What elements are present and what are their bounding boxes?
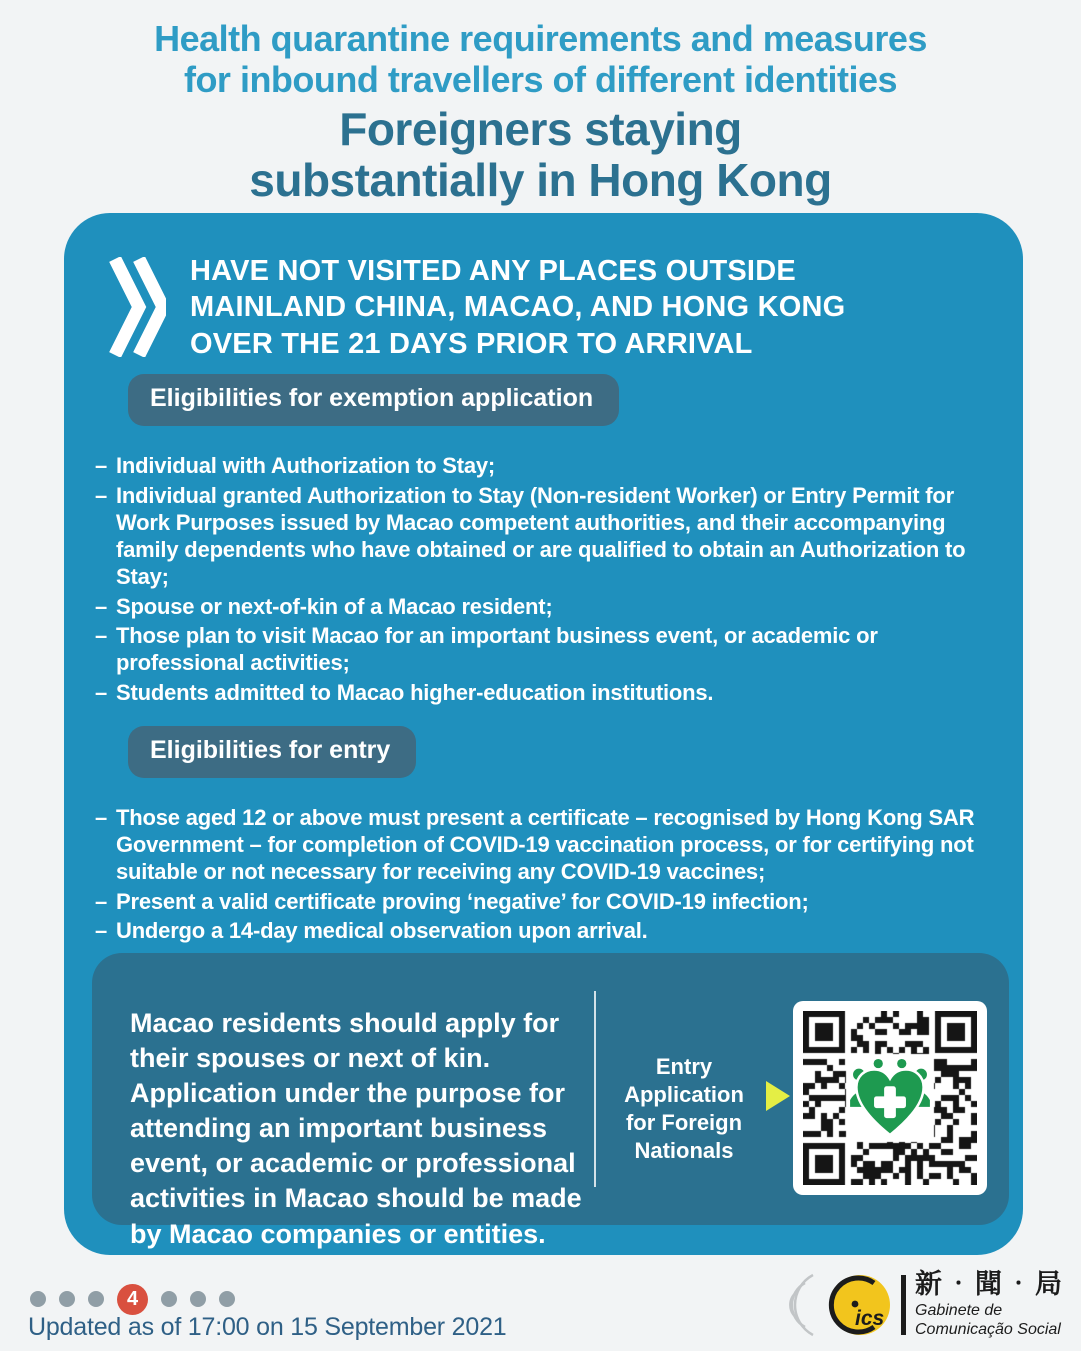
dash-bullet: –	[95, 888, 108, 914]
bullet-text: Present a valid certificate proving ‘negative’ for COVID-19 infection;	[116, 888, 809, 914]
card-heading	[190, 255, 845, 364]
list-item	[95, 679, 1001, 706]
qr-label	[604, 1053, 764, 1166]
bullet-text: Those aged 12 or above must present a certificate – recognised by Hong Kong SAR Government – for completion of COVID-19 vaccination process, or for certifying not suitable or not necessary for receiving any COVID-19 vaccines;	[116, 804, 975, 885]
dash-bullet: –	[95, 482, 108, 508]
page-dot	[59, 1291, 75, 1307]
page-title	[0, 18, 1081, 100]
page-title-line2: for inbound travellers of different identities	[183, 59, 898, 101]
double-chevron-icon	[108, 257, 166, 357]
dash-bullet: –	[95, 679, 108, 705]
pagination-dots	[30, 1283, 235, 1315]
logo-portuguese-name	[915, 1302, 1065, 1339]
list-item	[95, 804, 1001, 886]
logo-pt-line1: Gabinete de	[915, 1302, 1003, 1320]
logo-text	[915, 1271, 1065, 1339]
arrow-right-icon	[766, 1081, 790, 1111]
card-heading-line2: MAINLAND CHINA, MACAO, AND HONG KONG	[190, 291, 846, 324]
page-subtitle	[0, 104, 1081, 205]
page-title-line1: Health quarantine requirements and measures	[154, 18, 927, 59]
card-header	[108, 255, 975, 364]
page-dot	[161, 1291, 177, 1307]
bullet-text: Spouse or next-of-kin of a Macao resident;	[116, 593, 553, 619]
list-item	[95, 622, 1001, 677]
bullet-text: Individual granted Authorization to Stay (Non-resident Worker) or Entry Permit for Work Purposes issued by Macao competent authorities, and their accompanying family dependents who have obtained or are qualified to obtain an Authorization to Stay;	[116, 482, 966, 590]
list-item	[95, 482, 1001, 591]
exemption-bullet-list	[95, 452, 1001, 705]
page-subtitle-line1: Foreigners staying	[339, 103, 742, 155]
page-dot	[30, 1291, 46, 1307]
card-heading-line3: OVER THE 21 DAYS PRIOR TO ARRIVAL	[190, 327, 753, 360]
radio-waves-icon	[783, 1271, 819, 1339]
page-dot	[219, 1291, 235, 1307]
gcs-logo	[783, 1266, 1065, 1344]
qr-label-line1: Entry Application	[624, 1054, 744, 1108]
dash-bullet: –	[95, 623, 108, 648]
page-subtitle-line2: substantially in Hong Kong	[249, 153, 832, 206]
logo-pt-line2: Comunicação Social	[915, 1320, 1061, 1338]
gcs-monogram-text: ics	[855, 1307, 885, 1330]
list-item	[95, 593, 1001, 620]
requirements-card	[64, 213, 1023, 1255]
page-dot	[190, 1291, 206, 1307]
list-item	[95, 888, 1001, 915]
qr-label-line2: for Foreign	[625, 1110, 743, 1136]
current-page-badge: 4	[117, 1284, 148, 1315]
dash-bullet: –	[95, 453, 108, 479]
bullet-text: Those plan to visit Macao for an important business event, or academic or professional activities;	[116, 623, 878, 676]
bullet-text: Students admitted to Macao higher-education institutions.	[116, 679, 714, 705]
card-heading-line1: HAVE NOT VISITED ANY PLACES OUTSIDE	[190, 255, 796, 287]
page-dot	[88, 1291, 104, 1307]
exemption-badge: Eligibilities for exemption application	[128, 374, 619, 426]
health-bureau-heart-icon	[848, 1056, 932, 1140]
note-card	[92, 953, 1009, 1249]
entry-badge: Eligibilities for entry	[128, 726, 416, 778]
updated-timestamp: Updated as of 17:00 on 15 September 2021	[28, 1313, 507, 1341]
logo-divider	[901, 1275, 906, 1335]
vertical-divider	[594, 991, 596, 1187]
bullet-text: Undergo a 14-day medical observation upon arrival.	[116, 917, 648, 943]
entry-bullet-list	[95, 804, 1001, 944]
list-item	[95, 917, 1001, 944]
qr-label-line3: Nationals	[634, 1138, 734, 1164]
gcs-monogram-icon	[828, 1273, 892, 1337]
list-item	[95, 452, 1001, 479]
dash-bullet: –	[95, 593, 108, 619]
dash-bullet: –	[95, 917, 108, 943]
qr-code	[793, 1001, 987, 1195]
dash-bullet: –	[95, 804, 108, 830]
bullet-text: Individual with Authorization to Stay;	[116, 453, 496, 479]
note-text: Macao residents should apply for their spouses or next of kin. Application under the purpose for attending an important business event, or academic or professional activities in Macao should be made by Macao companies or entities.	[130, 1008, 582, 1249]
logo-chinese-name: 新‧聞‧局	[915, 1269, 1065, 1300]
